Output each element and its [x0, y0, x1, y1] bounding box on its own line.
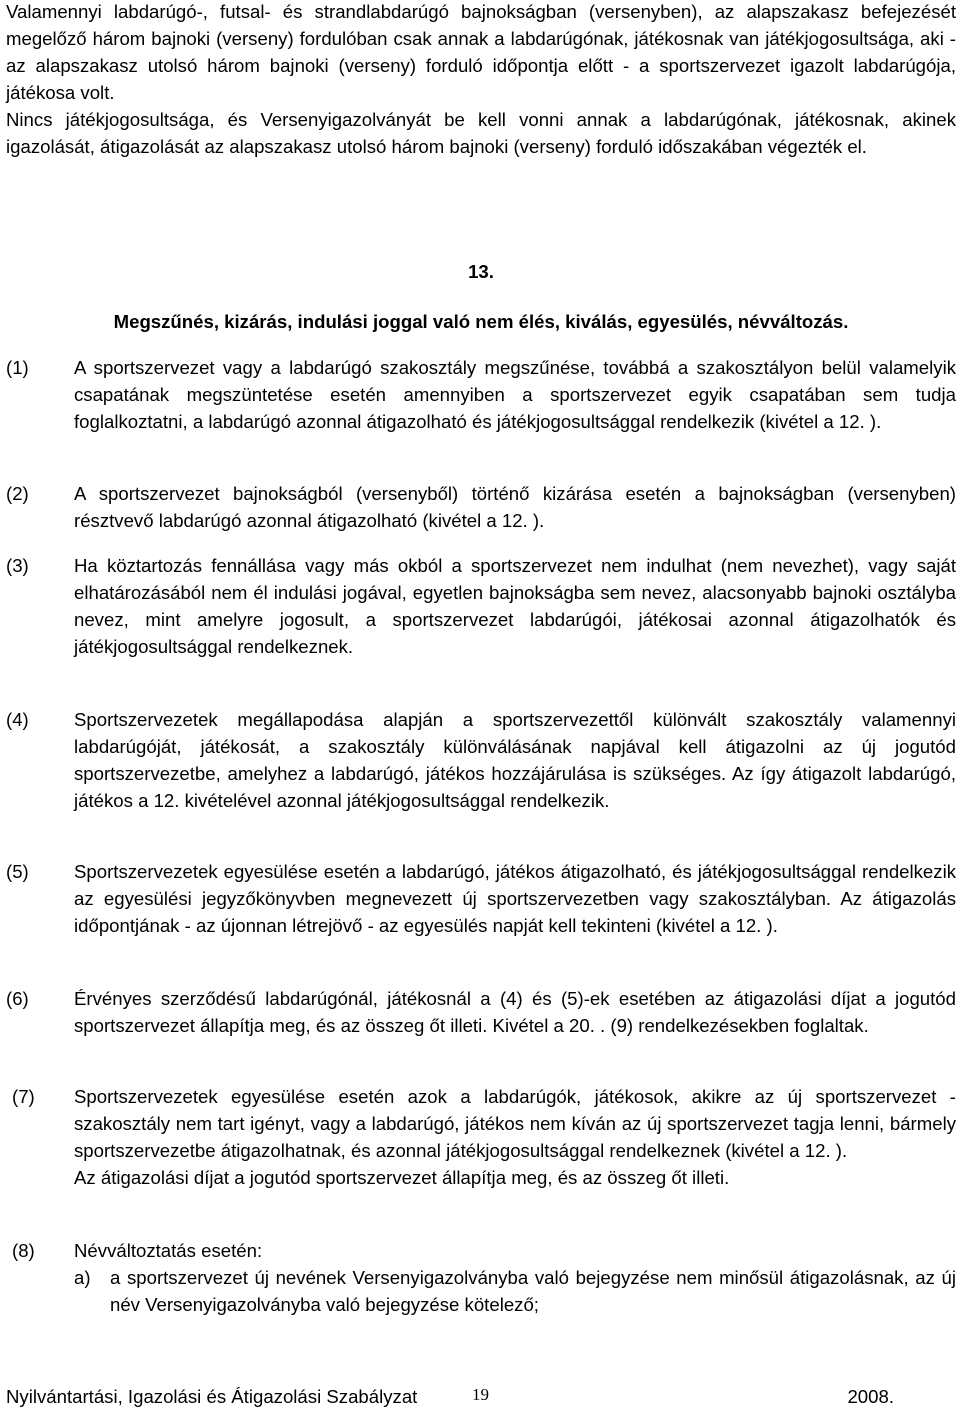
sub-item [74, 1264, 956, 1318]
item-number: (5) [6, 861, 29, 882]
intro-paragraph-2: Nincs játékjogosultsága, és Versenyigazolványát be kell vonni annak a labdarúgónak, játékosnak, akinek igazolását, átigazolását az alapszakasz utolsó három bajnoki (verseny) forduló időszakában végezték el. [6, 109, 956, 157]
sub-item-letter: a) [74, 1267, 91, 1288]
item-number: (6) [6, 988, 29, 1009]
list-item [6, 1237, 956, 1318]
list-item [6, 1083, 956, 1191]
list-item [6, 858, 956, 939]
list-item [6, 706, 956, 814]
item-text: A sportszervezet vagy a labdarúgó szakosztály megszűnése, továbbá a szakosztályon belül valamelyik csapatának megszüntetése esetén amennyiben a sportszervezet egyik csapatában sem tudja foglalkoztatni, a labdarúgó azonnal átigazolható és játékjogosultsággal rendelkezik (kivétel a 12. ). [74, 357, 956, 432]
item-number: (4) [6, 709, 29, 730]
item-text: Sportszervezetek megállapodása alapján a sportszervezettől különvált szakosztály valamennyi labdarúgóját, játékosát, a szakosztály különválásának napjával kell átigazolni az új jogutód sportszervezetbe, amelyhez a labdarúgó, játékos hozzájárulása is szükséges. Az így átigazolt labdarúgó, játékos a 12. kivételével azonnal játékjogosultsággal rendelkezik. [74, 709, 956, 811]
list-item [6, 354, 956, 435]
document-page [6, 0, 956, 1407]
footer-year: 2008. [847, 1386, 894, 1407]
item-text: Érvényes szerződésű labdarúgónál, játékosnál a (4) és (5)-ek esetében az átigazolási díjat a jogutód sportszervezet állapítja meg, és az összeg őt illeti. Kivétel a 20. . (9) rendelkezésekben foglaltak. [74, 988, 956, 1036]
intro-paragraph-1: Valamennyi labdarúgó-, futsal- és strandlabdarúgó bajnokságban (versenyben), az alapszakasz befejezését megelőző három bajnoki (verseny) fordulóban csak annak a labdarúgónak, játékosnak van játékjogosultsága, aki - az alapszakasz utolsó három bajnoki (verseny) forduló időpontja előtt - a sportszervezet igazolt labdarúgója, játékosa volt. [6, 1, 956, 103]
section-number: 13. [468, 261, 494, 282]
item-number: (2) [6, 483, 29, 504]
item-number: (1) [6, 357, 29, 378]
section-title: Megszűnés, kizárás, indulási joggal való nem élés, kiválás, egyesülés, névváltozás. [113, 311, 849, 332]
list-item [6, 552, 956, 660]
page-number: 19 [472, 1385, 489, 1404]
footer-title: Nyilvántartási, Igazolási és Átigazolási Szabályzat [6, 1386, 418, 1407]
item-number: (3) [6, 555, 29, 576]
item-number: (8) [12, 1240, 35, 1261]
item-text-continued: Az átigazolási díjat a jogutód sportszervezet állapítja meg, és az összeg őt illeti. [74, 1167, 730, 1188]
item-number: (7) [12, 1086, 35, 1107]
page-footer [6, 1383, 956, 1410]
item-text: A sportszervezet bajnokságból (versenyből) történő kizárása esetén a bajnokságban (versenyben) résztvevő labdarúgó azonnal átigazolható (kivétel a 12. ). [74, 483, 956, 531]
list-item [6, 985, 956, 1039]
item-text: Sportszervezetek egyesülése esetén azok a labdarúgók, játékosok, akikre az új sportszervezet - szakosztály nem tart igényt, vagy a labdarúgó, játékos nem kíván az új sportszervezet tagja lenni, bármely sportszervezetbe átigazolhatnak, és azonnal játékjogosultsággal rendelkeznek (kivétel a 12. ). [74, 1086, 956, 1161]
sub-item-text: a sportszervezet új nevének Versenyigazolványba való bejegyzése nem minősül átigazolásnak, az új név Versenyigazolványba való bejegyzése kötelező; [110, 1267, 956, 1315]
list-item [6, 480, 956, 534]
item-text: Ha köztartozás fennállása vagy más okból a sportszervezet nem indulhat (nem nevezhet), vagy saját elhatározásából nem él indulási jogával, egyetlen bajnokságba sem nevez, alacsonyabb bajnoki osztályba nevez, mint amelyre jogosult, a sportszervezet labdarúgói, játékosai azonnal átigazolhatók és játékjogosultsággal rendelkeznek. [74, 555, 956, 657]
item-text: Sportszervezetek egyesülése esetén a labdarúgó, játékos átigazolható, és játékjogosultsággal rendelkezik az egyesülési jegyzőkönyvben megnevezett új sportszervezetben vagy szakosztályban. Az átigazolás időpontjának - az újonnan létrejövő - az egyesülés napját kell tekinteni (kivétel a 12. ). [74, 861, 956, 936]
item-text: Névváltoztatás esetén: [74, 1240, 263, 1261]
